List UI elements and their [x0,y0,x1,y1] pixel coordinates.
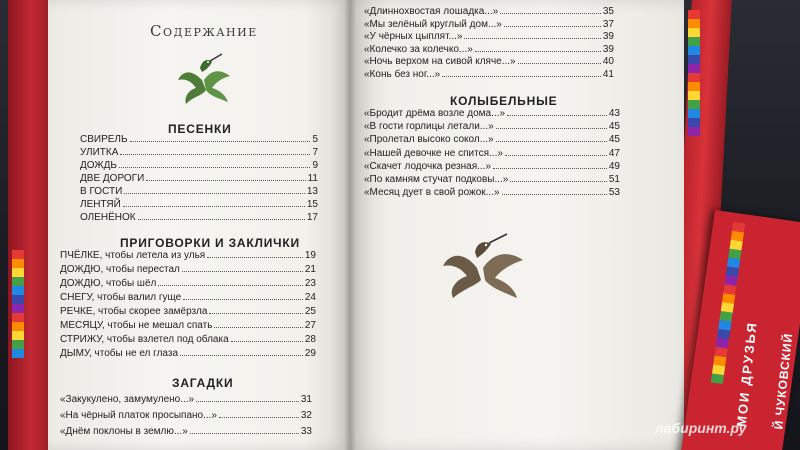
toc-entry [80,160,318,174]
toc-entry-leader [146,180,305,181]
toc-entry-page: 37 [602,18,614,30]
toc-entry [364,108,620,122]
toc-entry-leader [180,355,303,356]
toc-entry-title: В ГОСТИ [80,186,123,197]
toc-entry-page: 41 [602,69,614,80]
toc-entry-leader [464,38,600,39]
book-gutter [344,0,356,450]
toc-entry-page: 13 [306,186,318,197]
toc-entry [364,161,620,175]
toc-entry-title: ЛЕНТЯЙ [80,199,121,210]
toc-entry-leader [219,417,299,418]
toc-entry [60,292,316,306]
toc-entry [60,394,312,408]
toc-entry [80,212,318,226]
toc-entry-leader [505,155,607,156]
toc-entry-title: ДЫМУ, чтобы не ел глаза [60,348,179,359]
toc-entry-leader [182,271,303,272]
toc-entry-title: «Колечко за колечко...» [364,43,473,55]
toc-entry-page: 31 [300,394,312,405]
watermark: лабиринт.ру [655,420,747,436]
toc-entry-page: 7 [312,147,318,158]
toc-entry-title: СТРИЖУ, чтобы взлетел под облака [60,334,229,345]
second-book-author: Й ЧУКОВСКИЙ [771,332,796,431]
toc-entry [60,410,312,424]
toc-entry-page: 17 [306,212,318,223]
toc-entry-title: «Нашей девочке не спится...» [364,147,503,159]
toc-entry-page: 19 [304,250,316,261]
toc-entry-leader [130,141,311,142]
toc-entry-leader [500,13,601,14]
toc-entry-title: «Ночь верхом на сивой кляче...» [364,56,516,68]
toc-entry-leader [493,168,607,169]
toc-entry-page: 32 [300,410,312,421]
toc-entry-leader [207,257,303,258]
toc-entry [60,264,316,278]
toc-entry-page: 29 [304,348,316,359]
toc-entry-leader [138,219,305,220]
toc-entry-leader [507,115,607,116]
toc-entry [364,148,620,162]
toc-entry [364,121,620,135]
toc-entry-leader [196,401,299,402]
toc-entry-page: 9 [312,160,318,171]
toc-entry-leader [190,433,299,434]
toc-entry-title: «Скачет лодочка резная...» [364,160,492,172]
toc-entry [364,134,620,148]
toc-entry-page: 25 [304,306,316,317]
toc-entry [80,134,318,148]
toc-entry [80,186,318,200]
toc-entry-page: 28 [304,334,316,345]
toc-entry-title: «Мы зелёный круглый дом...» [364,18,502,30]
section-heading-pesenki: ПЕСЕНКИ [168,122,232,136]
toc-entry [364,174,620,188]
toc-entry [364,187,620,201]
toc-entry-title: «Месяц дует в свой рожок...» [364,187,500,199]
toc-entry-leader [124,193,305,194]
toc-entry [80,173,318,187]
toc-entry-leader [183,299,303,300]
toc-entry-leader [209,313,302,314]
toc-entry-title: УЛИТКА [80,147,119,158]
second-book-title: МОИ ДРУЗЬЯ [733,320,760,428]
toc-entry-page: 11 [307,173,318,184]
book-cover-left-edge [8,0,48,450]
toc-entry-leader [214,327,302,328]
toc-entry [60,348,316,362]
toc-entry-page: 21 [304,264,316,275]
toc-entry-page: 27 [304,320,316,331]
toc-entry [60,320,316,334]
toc-entry-title: ДОЖДЮ, чтобы шёл [60,278,157,289]
toc-entry [80,147,318,161]
toc-entry [60,426,312,440]
toc-entry-page: 40 [602,56,614,68]
toc-entry-title: ДВЕ ДОРОГИ [80,173,145,184]
section-heading-prigovorki: ПРИГОВОРКИ И ЗАКЛИЧКИ [120,236,300,250]
toc-entry [60,334,316,348]
toc-entry-title: «Днём поклоны в землю...» [60,426,188,437]
toc-entry-title: «Закукулено, замумулено...» [60,394,195,405]
toc-entry [80,199,318,213]
bird-illustration-large-icon [437,228,527,300]
toc-entry-page: 53 [608,187,620,199]
toc-entry-page: 15 [306,199,318,210]
toc-entry-leader [442,76,601,77]
toc-entry-leader [231,341,303,342]
toc-entry-leader [119,167,311,168]
toc-entry-title: ОЛЕНЁНОК [80,212,136,223]
toc-entry-title: СВИРЕЛЬ [80,134,128,145]
rainbow-stripes-left [12,250,24,358]
toc-entry-page: 45 [608,121,620,133]
toc-entry-page: 5 [312,134,318,145]
toc-entry-leader [502,194,607,195]
toc-entry-title: «В гости горлицы летали...» [364,121,494,133]
toc-entry-title: МЕСЯЦУ, чтобы не мешал спать [60,320,213,331]
toc-entry [60,250,316,264]
toc-entry-page: 43 [608,108,620,119]
toc-entry-title: «Пролетал высоко сокол...» [364,134,494,146]
toc-entry-title: РЕЧКЕ, чтобы скорее замёрзла [60,306,208,317]
toc-entry-page: 39 [602,31,614,43]
toc-entry-title: «Длиннохвостая лошадка...» [364,6,499,17]
toc-entry-page: 51 [608,174,620,185]
toc-entry-leader [123,206,305,207]
toc-entry-page: 49 [608,160,620,172]
toc-entry-page: 39 [602,43,614,55]
toc-entry-leader [518,63,601,64]
toc-entry-title: ПЧЁЛКЕ, чтобы летела из улья [60,250,206,261]
toc-entry-page: 24 [304,292,316,303]
toc-entry [60,306,316,320]
toc-entry-title: «У чёрных цыплят...» [364,31,463,43]
toc-entry [60,278,316,292]
section-heading-kolybelnye: КОЛЫБЕЛЬНЫЕ [450,94,558,108]
toc-entry [364,69,614,83]
toc-entry-page: 45 [608,134,620,146]
toc-entry-leader [158,285,303,286]
toc-entry-page: 47 [608,147,620,159]
toc-entry-page: 35 [602,6,614,17]
toc-entry-title: СНЕГУ, чтобы валил гуще [60,292,182,303]
toc-entry-title: ДОЖДЮ, чтобы перестал [60,264,180,275]
page-title: Содержание [150,22,258,40]
toc-entry-title: «Бродит дрёма возле дома...» [364,108,506,119]
rainbow-stripes-right [688,10,700,136]
bird-illustration-icon [172,50,236,106]
toc-entry-page: 23 [304,278,316,289]
toc-entry-page: 33 [300,426,312,437]
toc-entry-title: ДОЖДЬ [80,160,117,171]
toc-entry-title: «На чёрный платок просыпано...» [60,410,217,421]
toc-entry-leader [504,26,601,27]
toc-entry-leader [120,154,310,155]
toc-entry-leader [510,181,607,182]
toc-entry-title: «Конь без ног...» [364,69,441,80]
section-heading-zagadki: ЗАГАДКИ [172,376,234,390]
toc-entry-title: «По камням стучат подковы...» [364,174,509,185]
toc-entry-leader [496,141,607,142]
toc-entry-leader [475,51,601,52]
toc-entry-leader [496,128,607,129]
